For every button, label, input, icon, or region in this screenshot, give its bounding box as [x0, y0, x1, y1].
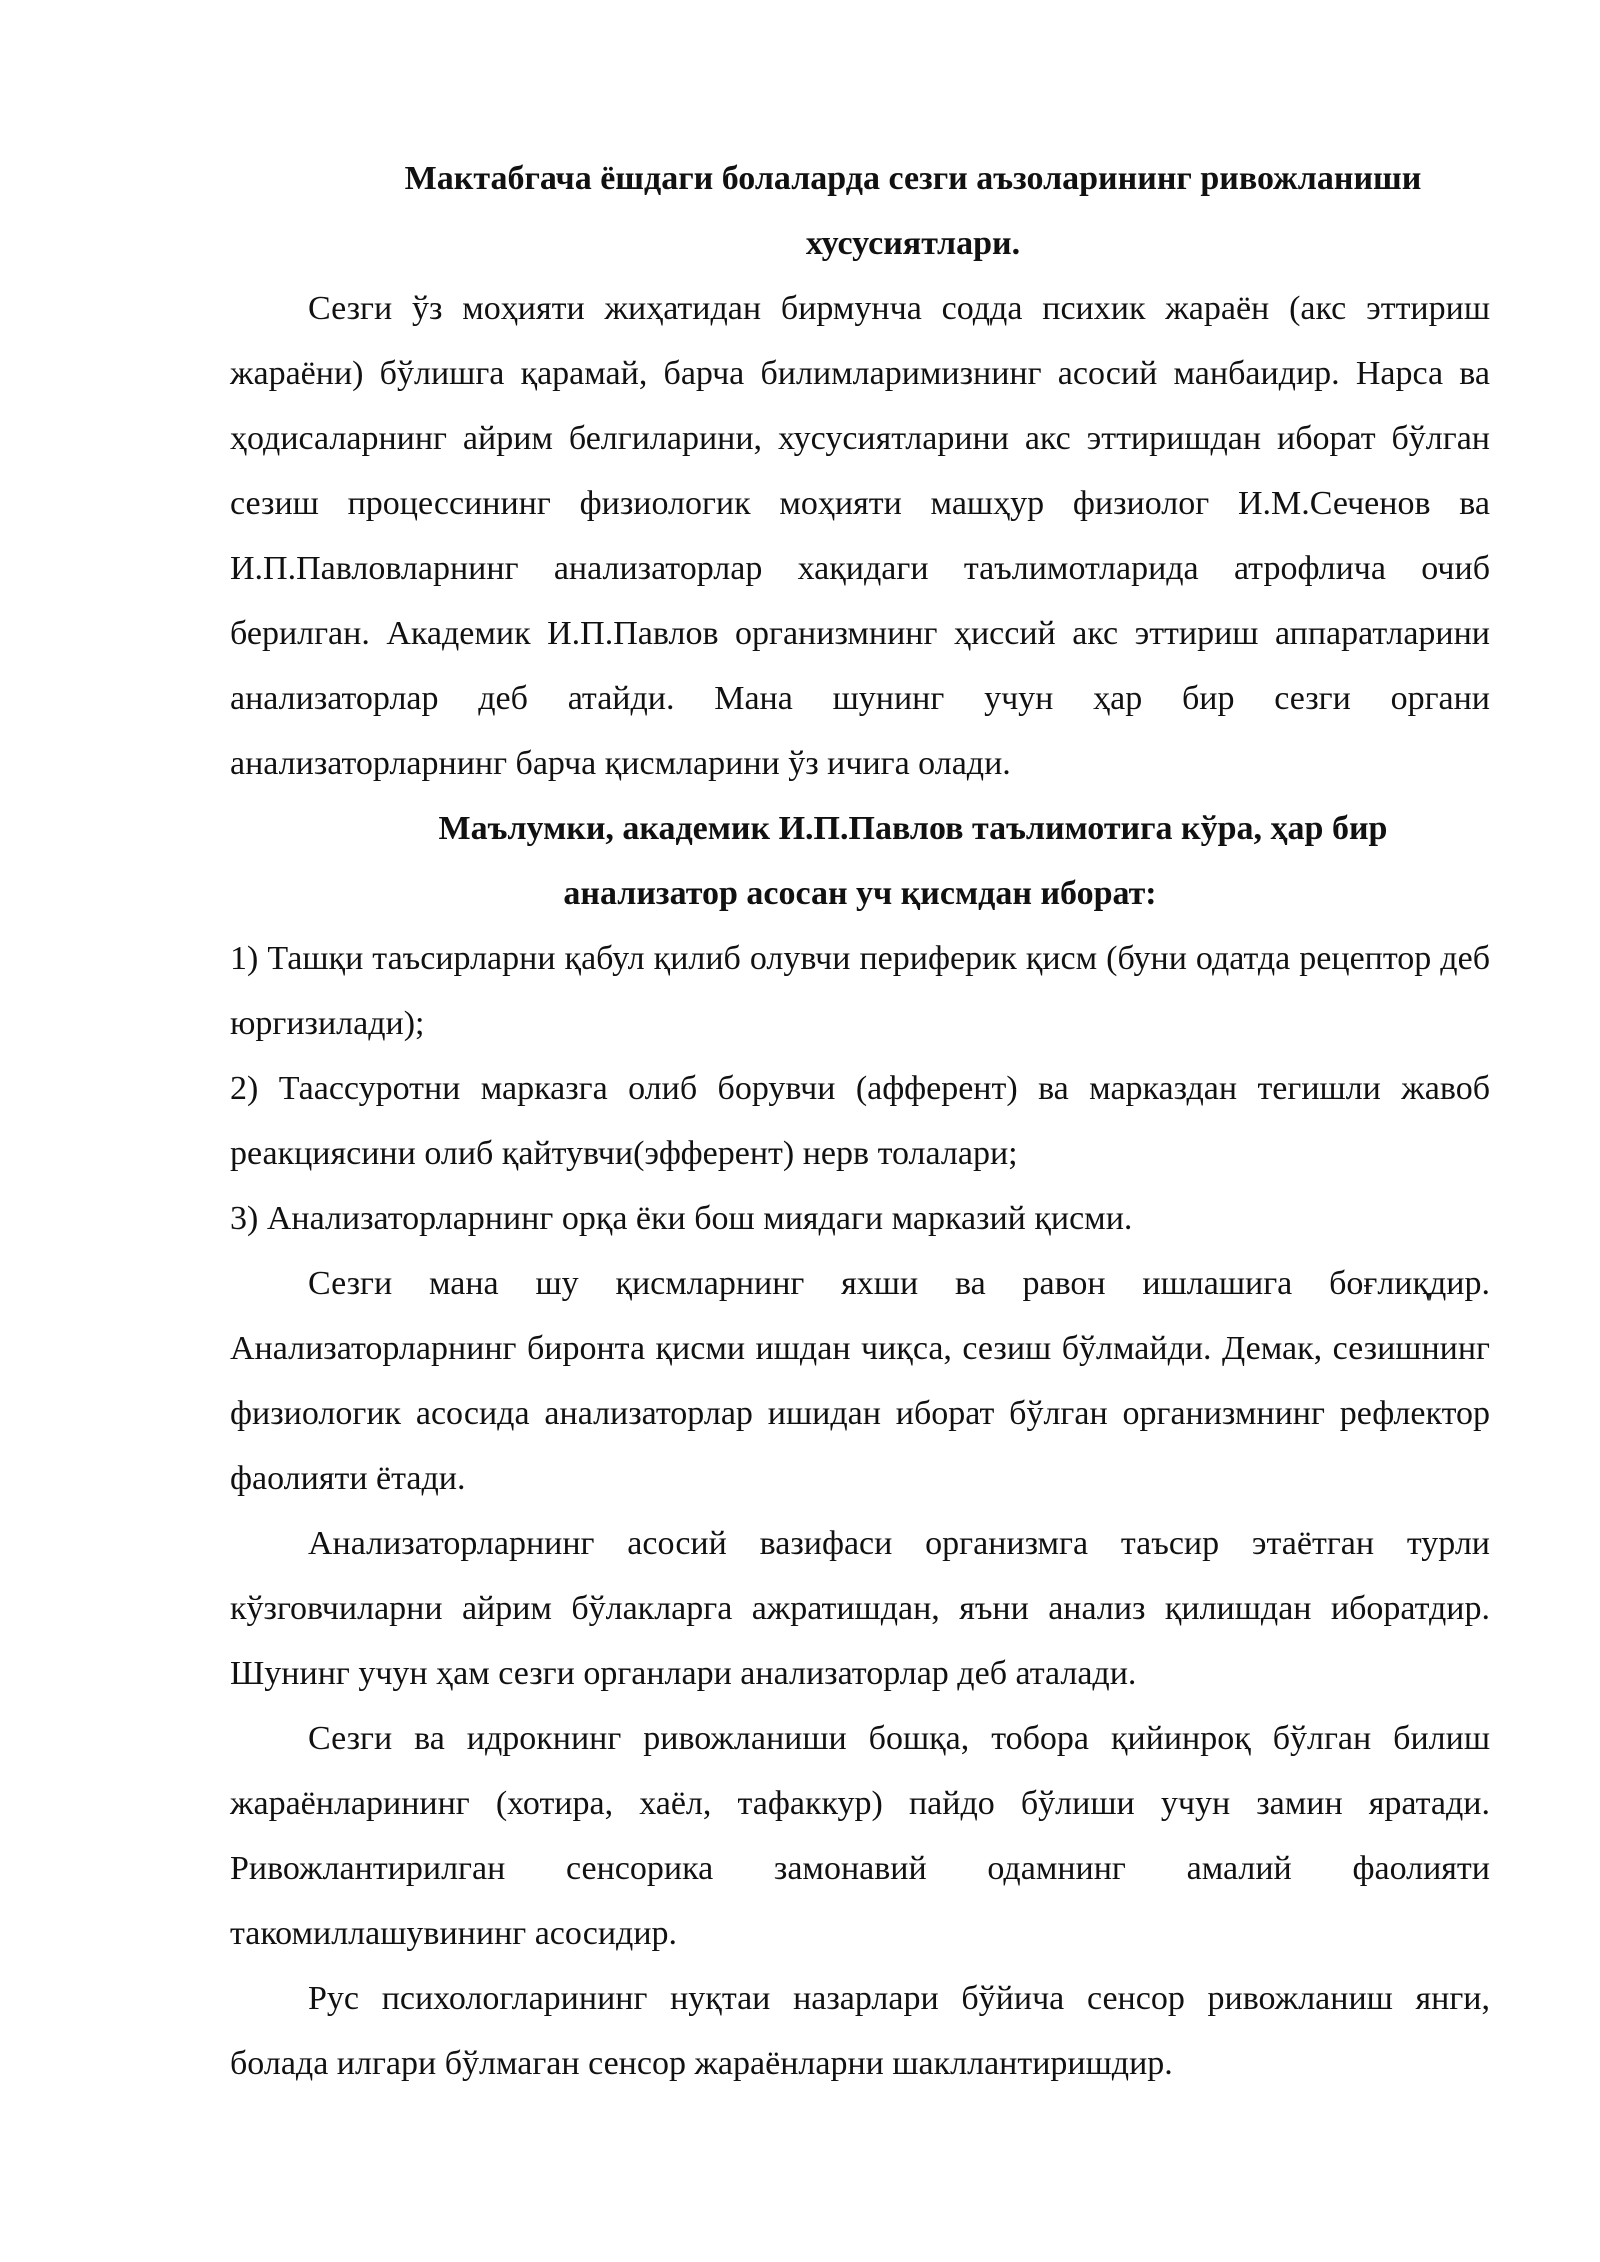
intro-paragraph: Сезги ўз моҳияти жиҳатидан бирмунча содда психик жараён (акс эттириш жараёни) бўлишга қарамай, барча билимларимизнинг асосий манбаидир. Нарса ва ҳодисаларнинг айрим белгиларини, хусусиятларини акс эттиришдан иборат бўлган сезиш процессининг физиологик моҳияти машҳур физиолог И.М.Сеченов ва И.П.Павловларнинг анализаторлар хақидаги таълимотларида атрофлича очиб берилган. Академик И.П.Павлов организмнинг ҳиссий акс эттириш аппаратларини анализаторлар деб атайди. Мана шунинг учун ҳар бир сезги органи анализаторларнинг барча қисмларини ўз ичига олади. — [230, 290, 1490, 782]
body-paragraph-3: Сезги ва идрокнинг ривожланиши бошқа, тобора қийинроқ бўлган билиш жараёнларининг (хотира, хаёл, тафаккур) пайдо бўлиши учун замин яратади. Ривожлантирилган сенсорика замонавий одамнинг амалий фаолияти такомиллашувининг асосидир. — [230, 1720, 1490, 1952]
document-title-line-1: Мактабгача ёшдаги болаларда сезги аъзоларининг ривожланиши — [404, 160, 1422, 197]
list-item: 3) Анализаторларнинг орқа ёки бош миядаги марказий қисми. — [230, 1200, 1133, 1237]
subheading-line-2: анализатор асосан уч қисмдан иборат: — [563, 875, 1157, 912]
body-paragraph-2: Анализаторларнинг асосий вазифаси организмга таъсир этаётган турли кўзговчиларни айрим бўлакларга ажратишдан, яъни анализ қилишдан иборатдир. Шунинг учун ҳам сезги органлари анализаторлар деб аталади. — [230, 1525, 1490, 1692]
analyzer-parts-list — [230, 926, 1490, 1251]
document-page — [230, 146, 1490, 2096]
document-title-line-2: хусусиятлари. — [805, 225, 1021, 262]
subheading-line-1: Маълумки, академик И.П.Павлов таълимотига кўра, ҳар бир — [438, 810, 1388, 847]
list-item: 2) Таассуротни марказга олиб борувчи (афферент) ва марказдан тегишли жавоб реакциясини олиб қайтувчи(эфферент) нерв толалари; — [230, 1070, 1490, 1172]
body-paragraph-4: Рус психологларининг нуқтаи назарлари бўйича сенсор ривожланиш янги, болада илгари бўлмаган сенсор жараёнларни шакллантиришдир. — [230, 1980, 1490, 2082]
body-paragraph-1: Сезги мана шу қисмларнинг яхши ва равон ишлашига боғлиқдир. Анализаторларнинг биронта қисми ишдан чиқса, сезиш бўлмайди. Демак, сезишнинг физиологик асосида анализаторлар ишидан иборат бўлган организмнинг рефлектор фаолияти ётади. — [230, 1265, 1490, 1497]
list-item: 1) Ташқи таъсирларни қабул қилиб олувчи периферик қисм (буни одатда рецептор деб юргизилади); — [230, 940, 1490, 1042]
